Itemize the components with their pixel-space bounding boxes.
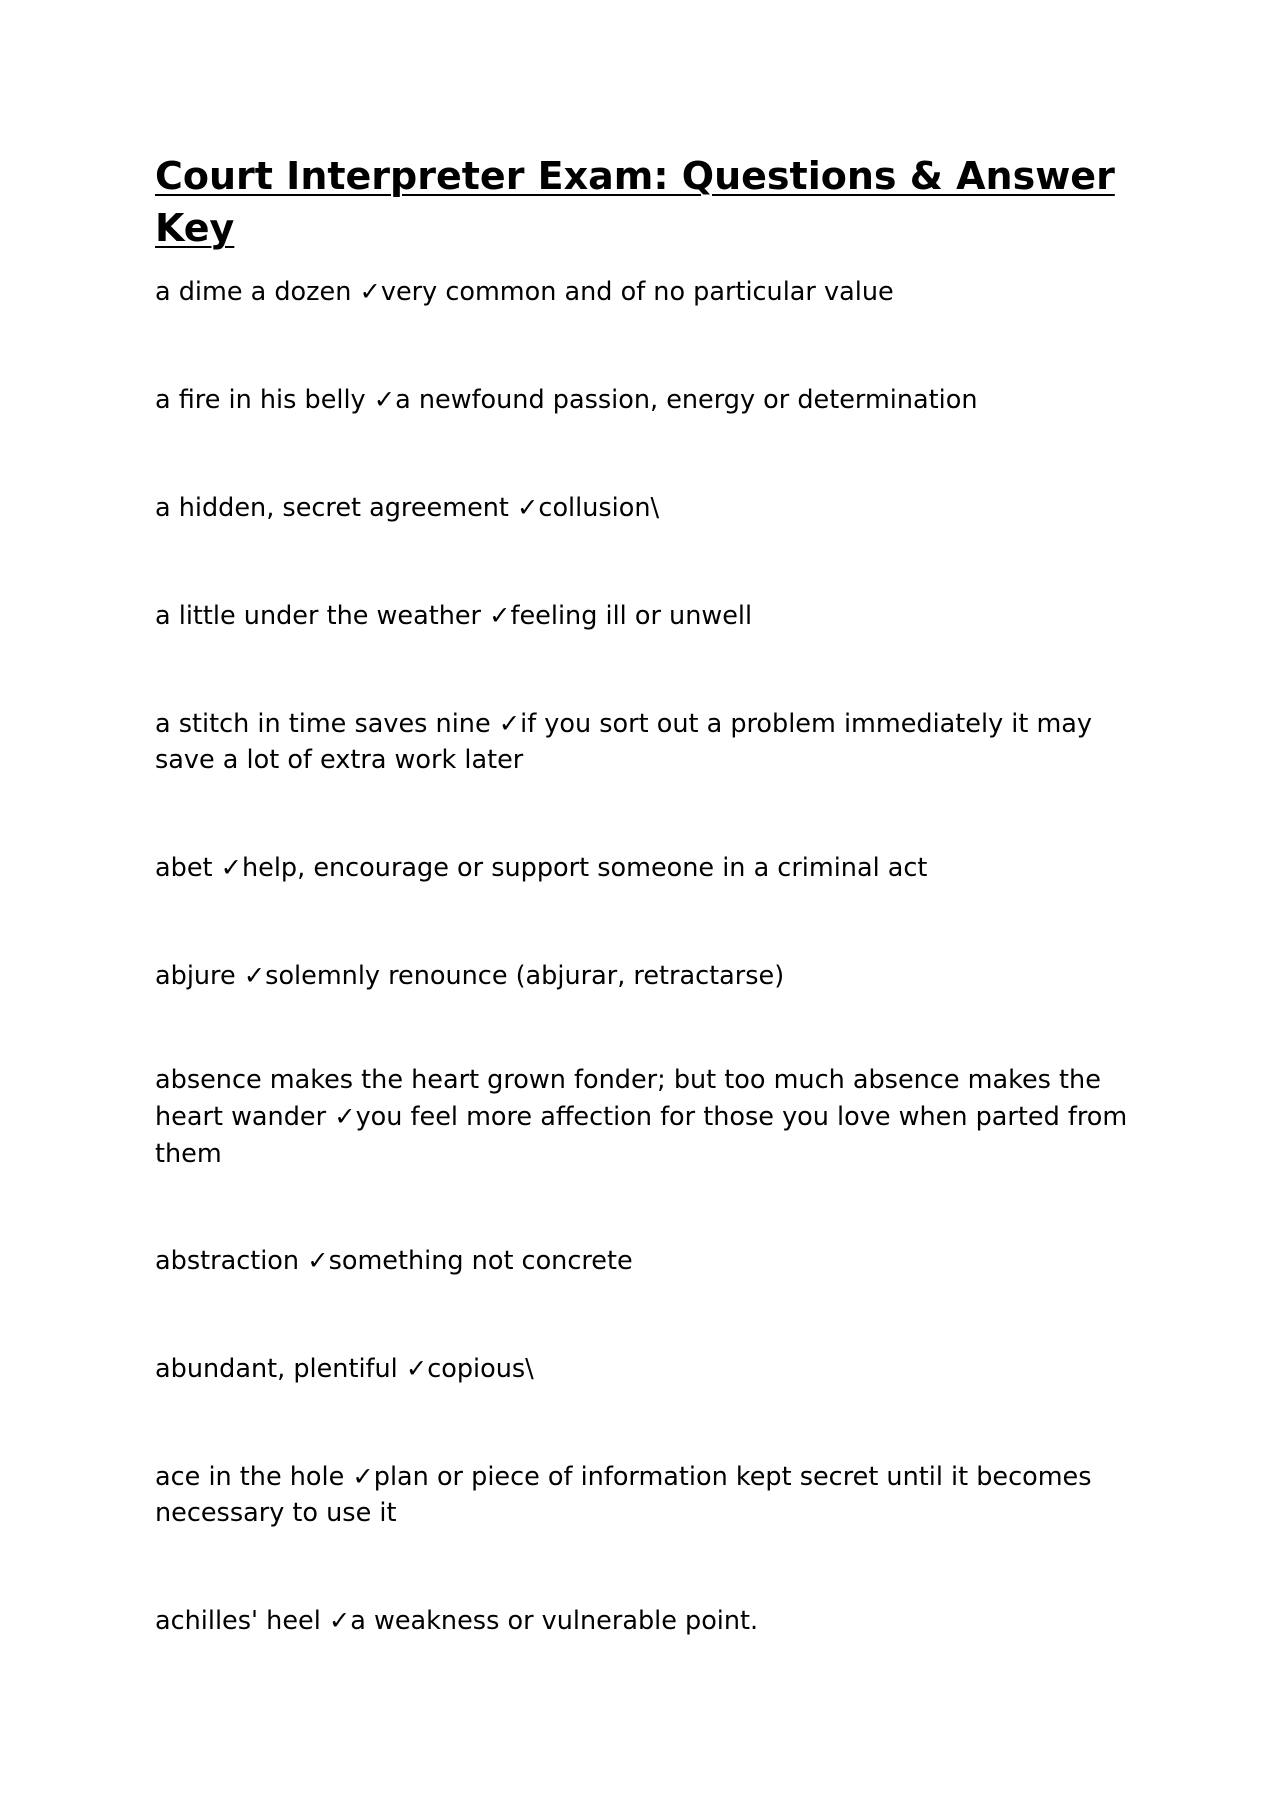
- entry-term: abstraction: [155, 1246, 300, 1276]
- list-item: [155, 274, 1135, 310]
- entry-definition: help, encourage or support someone in a criminal act: [241, 853, 928, 883]
- entry-definition: a newfound passion, energy or determination: [395, 385, 978, 415]
- page-title: Court Interpreter Exam: Questions & Answer Key: [155, 154, 1115, 250]
- entry-definition: something not concrete: [328, 1246, 633, 1276]
- check-icon: ✓: [334, 1102, 356, 1132]
- entry-term: abundant, plentiful: [155, 1354, 398, 1384]
- entry-term: a hidden, secret agreement: [155, 493, 509, 523]
- check-icon: ✓: [498, 709, 521, 739]
- entry-definition: you feel more affection for those you love when parted from them: [155, 1102, 1128, 1169]
- list-item: [155, 598, 1135, 634]
- list-item: [155, 1243, 1135, 1279]
- list-item: [155, 382, 1135, 418]
- check-icon: ✓: [405, 1354, 428, 1384]
- check-icon: ✓: [373, 385, 396, 415]
- check-icon: ✓: [517, 493, 539, 523]
- check-icon: ✓: [307, 1246, 329, 1276]
- entry-definition: feeling ill or unwell: [510, 601, 753, 631]
- entry-term: a little under the weather: [155, 601, 482, 631]
- check-icon: ✓: [243, 961, 266, 991]
- entry-term: abjure: [155, 961, 236, 991]
- entry-term: ace in the hole: [155, 1462, 345, 1492]
- check-icon: ✓: [352, 1462, 374, 1492]
- entry-definition: solemnly renounce (abjurar, retractarse): [265, 961, 785, 991]
- entry-term: absence makes the heart grown fonder; but too much absence makes the heart wander: [155, 1065, 1101, 1132]
- list-item: [155, 706, 1135, 778]
- entry-term: a fire in his belly: [155, 385, 366, 415]
- entry-definition: very common and of no particular value: [380, 277, 894, 307]
- entry-definition: a weakness or vulnerable point.: [350, 1606, 759, 1636]
- check-icon: ✓: [220, 853, 242, 883]
- list-item: [155, 1351, 1135, 1387]
- entry-term: achilles' heel: [155, 1606, 321, 1636]
- list-item: [155, 1062, 1135, 1173]
- list-item: [155, 1459, 1135, 1531]
- entry-term: a dime a dozen: [155, 277, 352, 307]
- check-icon: ✓: [359, 277, 381, 307]
- check-icon: ✓: [328, 1606, 351, 1636]
- document-page: [155, 150, 1135, 1639]
- entry-term: a stitch in time saves nine: [155, 709, 491, 739]
- list-item: [155, 850, 1135, 886]
- check-icon: ✓: [489, 601, 511, 631]
- list-item: [155, 490, 1135, 526]
- entry-definition: collusion\: [538, 493, 660, 523]
- entry-definition: if you sort out a problem immediately it may save a lot of extra work later: [155, 709, 1093, 775]
- entry-definition: copious\: [427, 1354, 534, 1384]
- entry-definition: plan or piece of information kept secret until it becomes necessary to use it: [155, 1462, 1092, 1528]
- list-item: [155, 1603, 1135, 1639]
- entry-term: abet: [155, 853, 213, 883]
- list-item: [155, 958, 1135, 994]
